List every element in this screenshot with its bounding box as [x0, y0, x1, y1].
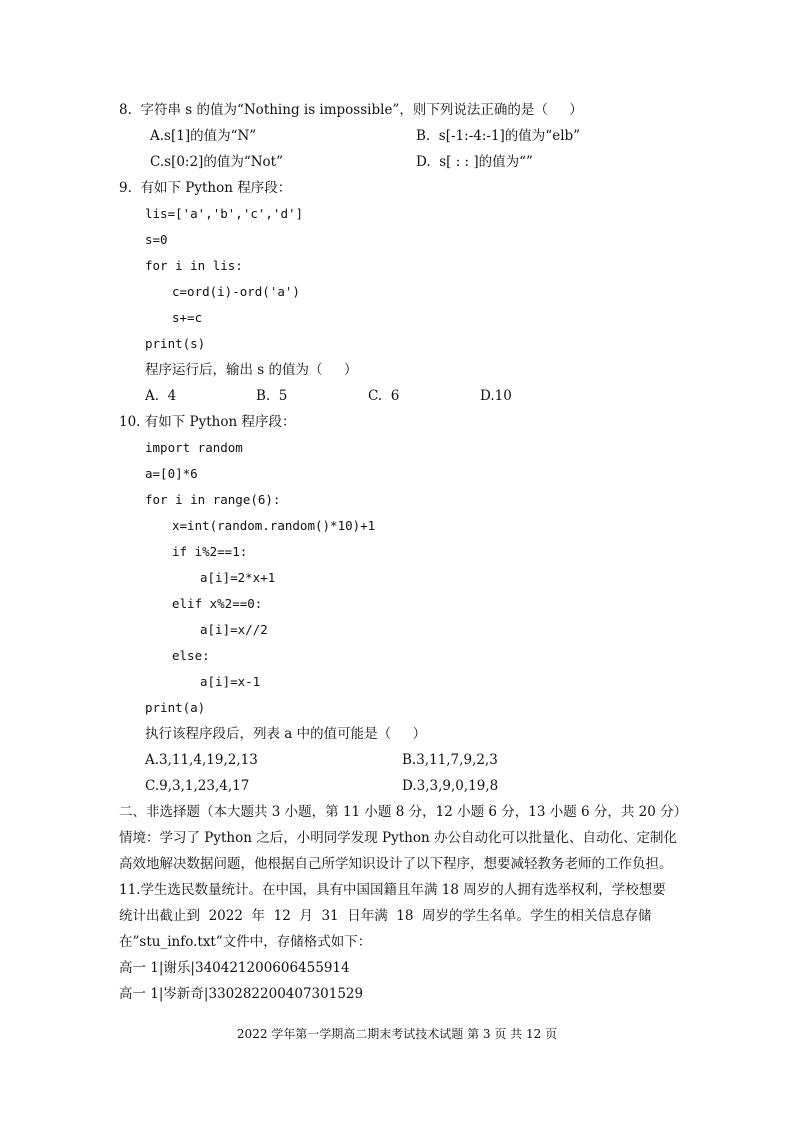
q8-option-c: C.s[0:2]的值为“Not” — [150, 154, 283, 170]
q10-prompt: 执行该程序段后，列表 a 中的值可能是（ ） — [145, 726, 427, 742]
code-line: a=[0]*6 — [145, 466, 198, 481]
code-line: c=ord(i)-ord('a') — [172, 284, 300, 299]
section-heading: 二、非选择题（本大题共 3 小题，第 11 小题 8 分，12 小题 6 分，13 小题 6 分，共 20 分） — [119, 804, 688, 820]
code-line: else: — [172, 648, 210, 663]
q9-prompt: 程序运行后，输出 s 的值为（ ） — [145, 362, 358, 378]
q11-line: 11.学生选民数量统计。在中国，具有中国国籍且年满 18 周岁的人拥有选举权利，学校想要 — [119, 882, 666, 898]
code-line: a[i]=x//2 — [200, 622, 268, 637]
q10-stem: 10. 有如下 Python 程序段： — [119, 414, 296, 430]
context-line: 高效地解决数据问题，他根据自己所学知识设计了以下程序，想要减轻教务老师的工作负担。 — [119, 856, 673, 872]
code-line: lis=['a','b','c','d'] — [145, 206, 304, 221]
code-line: x=int(random.random()*10)+1 — [172, 518, 376, 533]
q9-stem: 9. 有如下 Python 程序段： — [119, 180, 292, 196]
q10-option-c: C.9,3,1,23,4,17 — [145, 778, 250, 794]
data-record: 高一 1|谢乐|340421200606455914 — [119, 960, 350, 976]
q9-option-b: B. 5 — [256, 388, 288, 404]
code-line: a[i]=x-1 — [200, 674, 261, 689]
data-record: 高一 1|岑新奇|330282200407301529 — [119, 986, 364, 1002]
context-line: 情境：学习了 Python 之后，小明同学发现 Python 办公自动化可以批量化、自动化、定制化 — [119, 830, 677, 846]
q8-option-d: D. s[ : : ]的值为“” — [416, 154, 533, 170]
code-line: a[i]=2*x+1 — [200, 570, 276, 585]
q10-option-a: A.3,11,4,19,2,13 — [145, 752, 258, 768]
code-line: s=0 — [145, 232, 168, 247]
q10-option-b: B.3,11,7,9,2,3 — [402, 752, 498, 768]
code-line: import random — [145, 440, 243, 455]
q9-option-a: A. 4 — [145, 388, 177, 404]
code-line: print(s) — [145, 336, 206, 351]
q11-line: 统计出截止到 2022 年 12 月 31 日年满 18 周岁的学生名单。学生的相关信息存储 — [119, 908, 652, 924]
q9-option-d: D.10 — [480, 388, 512, 404]
code-line: print(a) — [145, 700, 206, 715]
code-line: for i in lis: — [145, 258, 243, 273]
q8-option-a: A.s[1]的值为“N” — [150, 128, 257, 144]
page-footer: 2022 学年第一学期高二期末考试技术试题 第 3 页 共 12 页 — [236, 1027, 558, 1041]
code-line: elif x%2==0: — [172, 596, 263, 611]
q10-option-d: D.3,3,9,0,19,8 — [402, 778, 499, 794]
q9-option-c: C. 6 — [368, 388, 400, 404]
code-line: for i in range(6): — [145, 492, 281, 507]
code-line: if i%2==1: — [172, 544, 248, 559]
q8-option-b: B. s[-1:-4:-1]的值为“elb” — [416, 128, 581, 144]
code-line: s+=c — [172, 310, 203, 325]
q11-line: 在”stu_info.txt”文件中，存储格式如下： — [119, 934, 372, 950]
q8-stem: 8. 字符串 s 的值为“Nothing is impossible”，则下列说法正确的是（ ） — [119, 102, 583, 118]
